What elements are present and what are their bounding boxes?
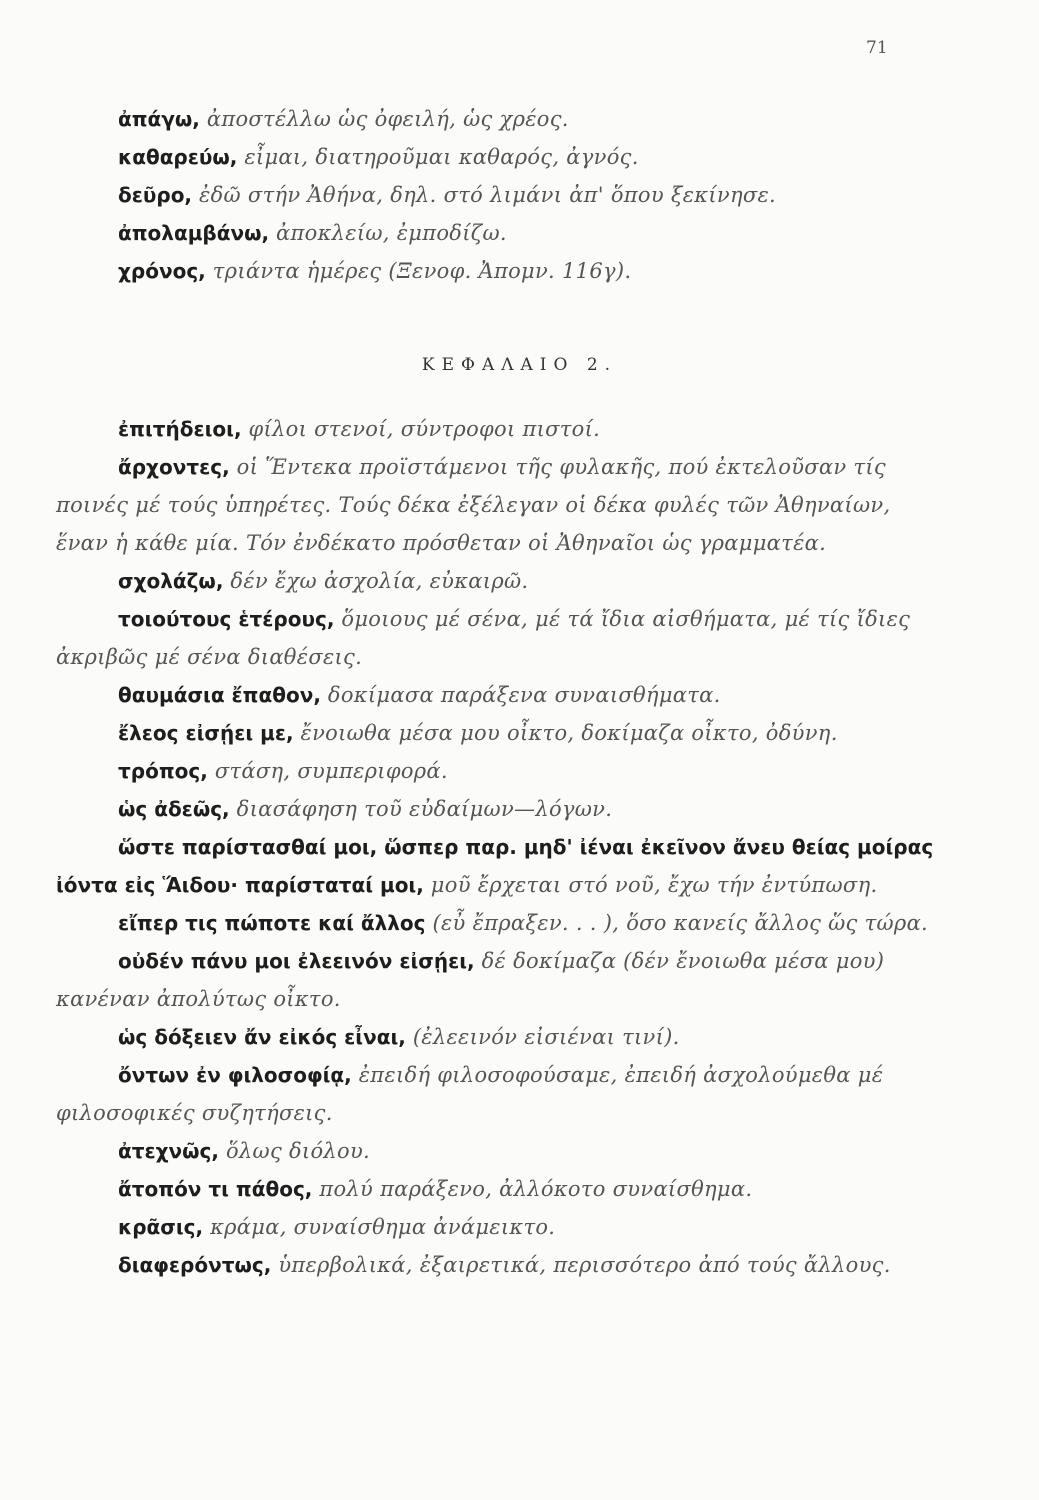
- entry-definition: πολύ παράξενο, ἀλλόκοτο συναίσθημα.: [312, 1177, 753, 1201]
- entry-term: ἐπιτήδειοι,: [118, 417, 242, 441]
- entry-definition: δέ δοκίμαζα (δέν ἔνοιωθα μέσα μου) κανέναν ἀπολύτως οἶκτο.: [56, 949, 885, 1011]
- glossary-entry: [56, 676, 936, 714]
- glossary-entry: [56, 176, 936, 214]
- entry-term: ὡς ἀδεῶς,: [118, 797, 230, 821]
- entry-definition: ἀποστέλλω ὡς ὀφειλή, ὡς χρέος.: [199, 107, 569, 131]
- glossary-entry: [56, 1056, 936, 1132]
- entry-term: ὡς δόξειεν ἄν εἰκός εἶναι,: [118, 1025, 406, 1049]
- chapter-heading: ΚΕΦΑΛΑΙΟ 2.: [421, 355, 618, 375]
- glossary-entry: [56, 252, 936, 290]
- entry-definition: δοκίμασα παράξενα συναισθήματα.: [320, 683, 721, 707]
- glossary-entry: [56, 714, 936, 752]
- entry-definition: ὑπερβολικά, ἐξαιρετικά, περισσότερο ἀπό τούς ἄλλους.: [271, 1253, 891, 1277]
- entry-term: ἔλεος εἰσῄει με,: [118, 721, 294, 745]
- glossary-entry: [56, 1208, 936, 1246]
- entry-definition: (εὖ ἔπραξεν. . . ), ὅσο κανείς ἄλλος ὥς τώρα.: [425, 911, 929, 935]
- entry-definition: μοῦ ἔρχεται στό νοῦ, ἔχω τήν ἐντύπωση.: [423, 873, 878, 897]
- entry-definition: τριάντα ἡμέρες (Ξενοφ. Ἀπομν. 116γ).: [205, 259, 632, 283]
- entry-definition: ἐδῶ στήν Ἀθήνα, δηλ. στό λιμάνι ἀπ' ὅπου ξεκίνησε.: [192, 183, 777, 207]
- entry-term: ὄντων ἐν φιλοσοφίᾳ,: [118, 1063, 352, 1087]
- entry-definition: στάση, συμπεριφορά.: [207, 759, 448, 783]
- entry-definition: κράμα, συναίσθημα ἀνάμεικτο.: [203, 1215, 556, 1239]
- entry-term: οὐδέν πάνυ μοι ἐλεεινόν εἰσῄει,: [118, 949, 475, 973]
- glossary-section-1: [56, 100, 936, 290]
- glossary-entry: [56, 904, 936, 942]
- entry-term: θαυμάσια ἔπαθον,: [118, 683, 321, 707]
- glossary-entry: [56, 138, 936, 176]
- entry-definition: (ἐλεεινόν εἰσιέναι τινί).: [405, 1025, 680, 1049]
- glossary-entry: [56, 448, 936, 562]
- entry-definition: φίλοι στενοί, σύντροφοι πιστοί.: [241, 417, 601, 441]
- glossary-section-2: [56, 410, 936, 1284]
- entry-term: δεῦρο,: [118, 183, 193, 207]
- glossary-entry: [56, 1170, 936, 1208]
- glossary-entry: [56, 790, 936, 828]
- entry-term: τρόπος,: [118, 759, 208, 783]
- entry-definition: ἀποκλείω, ἐμποδίζω.: [269, 221, 507, 245]
- entry-definition: διασάφηση τοῦ: [229, 797, 409, 821]
- glossary-entry: [56, 1018, 936, 1056]
- page-number: 71: [866, 38, 888, 58]
- entry-definition: οἱ Ἕντεκα προϊστάμενοι τῆς φυλακῆς, πού ἐκτελοῦσαν τίς ποινές μέ τούς ὑπηρέτες. Τούς δέκα ἐξέλεγαν οἱ δέκα φυλές τῶν Ἀθηναίων, ἕναν ἡ κάθε μία. Τόν ἐνδέκατο πρόσθεταν οἱ Ἀθηναῖοι ὡς γραμματέα.: [56, 455, 891, 555]
- glossary-entry: [56, 214, 936, 252]
- entry-term: ἀπολαμβάνω,: [118, 221, 270, 245]
- entry-term: εἴπερ τις πώποτε καί ἄλλος: [118, 911, 426, 935]
- glossary-entry: [56, 1132, 936, 1170]
- entry-definition: ἐπειδή φιλοσοφούσαμε, ἐπειδή ἀσχολούμεθα μέ φιλοσοφικές συζητήσεις.: [56, 1063, 884, 1125]
- entry-definition: ὅλως διόλου.: [219, 1139, 371, 1163]
- entry-definition: ἔνοιωθα μέσα μου οἶκτο, δοκίμαζα οἶκτο, ὀδύνη.: [293, 721, 838, 745]
- entry-term: σχολάζω,: [118, 569, 224, 593]
- entry-term: καθαρεύω,: [118, 145, 238, 169]
- entry-definition: ὅμοιους μέ σένα, μέ τά ἴδια αἰσθήματα, μέ τίς ἴδιες ἀκριβῶς μέ σένα διαθέσεις.: [56, 607, 911, 669]
- entry-term: κρᾶσις,: [118, 1215, 204, 1239]
- glossary-entry: [56, 600, 936, 676]
- glossary-entry: [56, 1246, 936, 1284]
- entry-term: χρόνος,: [118, 259, 206, 283]
- entry-definition: δέν ἔχω ἀσχολία, εὐκαιρῶ.: [223, 569, 529, 593]
- entry-term: ἄτοπόν τι πάθος,: [118, 1177, 313, 1201]
- entry-term: ἀτεχνῶς,: [118, 1139, 219, 1163]
- glossary-entry: [56, 828, 936, 904]
- glossary-entry: [56, 562, 936, 600]
- entry-term: διαφερόντως,: [118, 1253, 272, 1277]
- entry-term: ἀπάγω,: [118, 107, 200, 131]
- glossary-entry: [56, 100, 936, 138]
- glossary-entry: [56, 942, 936, 1018]
- glossary-entry: [56, 752, 936, 790]
- entry-term: ἄρχοντες,: [118, 455, 230, 479]
- entry-definition: εἶμαι, διατηροῦμαι καθαρός, ἀγνός.: [237, 145, 639, 169]
- entry-term: τοιούτους ἑτέρους,: [118, 607, 335, 631]
- entry-term: ὥστε παρίστασθαί μοι, ὥσπερ παρ. μηδ' ἰέναι ἐκεῖνον ἄνευ θείας μοίρας ἰόντα εἰς Ἅιδου· παρίσταταί μοι,: [56, 835, 934, 897]
- entry-spaced-text: εὐδαίμων—λόγων.: [409, 797, 613, 821]
- glossary-entry: [56, 410, 936, 448]
